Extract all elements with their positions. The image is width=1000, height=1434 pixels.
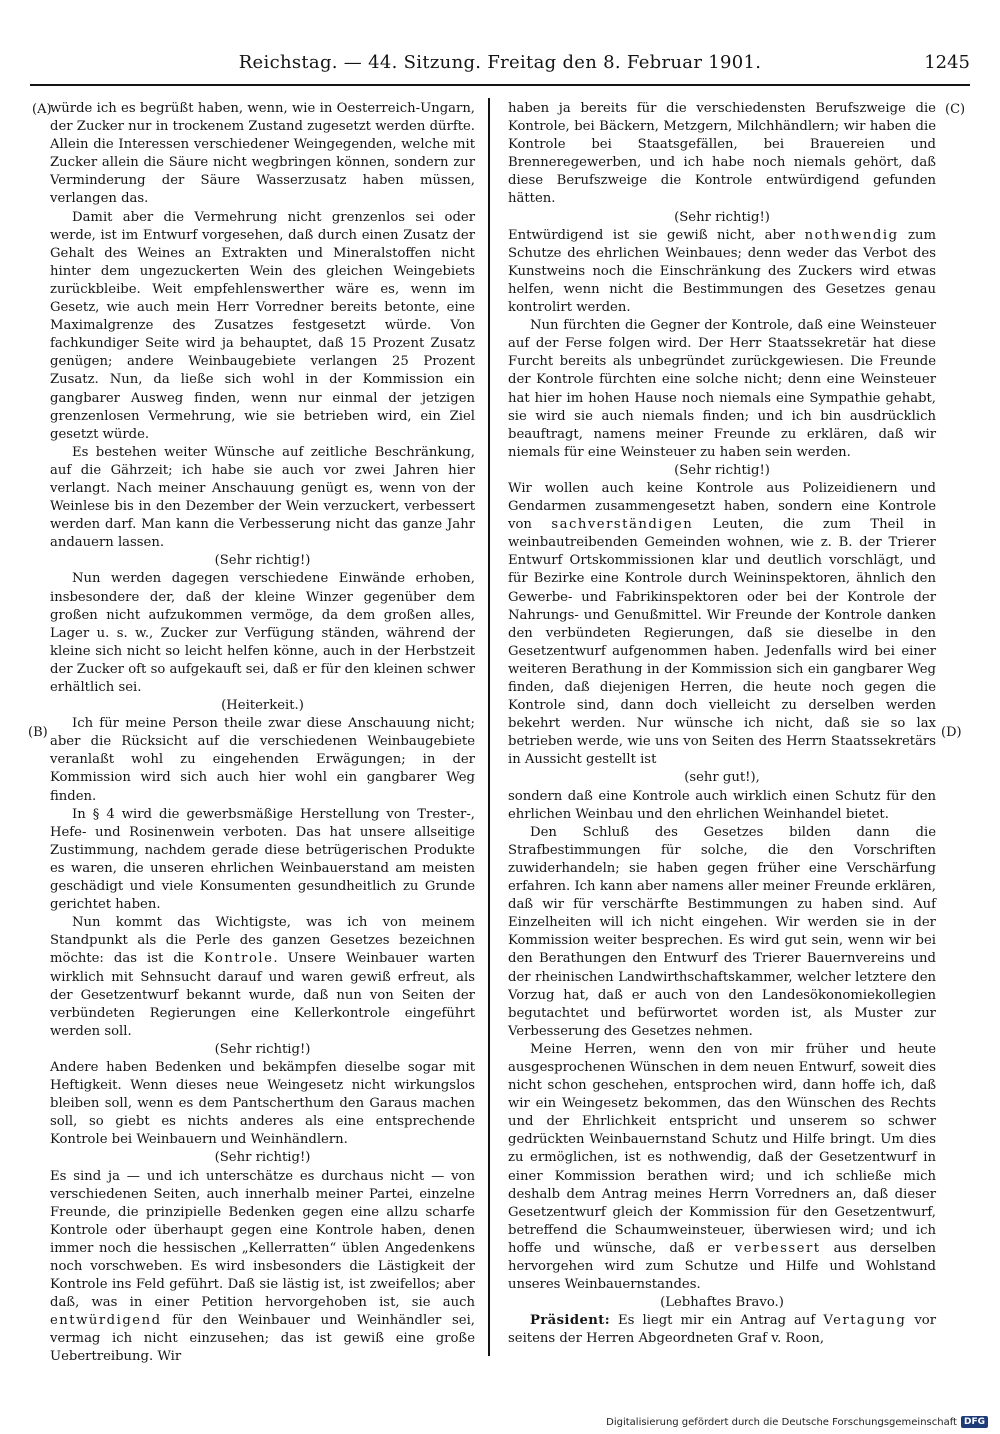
interjection: (Heiterkeit.) [221, 698, 304, 714]
emphasis: entwürdigend [50, 1313, 162, 1329]
text-run: Leuten, die zum Theil in weinbautreibenden Gemeinden wohnen, wie z. B. der Trierer Entwurf Ortskommissionen klar und deutlich vorschlägt, und für Bezirke eine Kontrole durch Weininspektoren, ähnlich den Gewerbe- und Fabrikinspektoren oder bei der Kontrole der Nahrungs- und Genußmittel. Wir Freunde der Kontrole danken den verbündeten Regierungen, daß sie dieselbe in den Gesetzentwurf aufgenommen haben. Jedenfalls wird bei einer weiteren Berathung in der Kommission sich ein gangbarer Weg finden, daß diejenigen Herren, die heute noch gegen die Kontrole sind, dann doch vielleicht zu derselben werden bekehrt werden. Nur wünsche ich nicht, daß sie so lax betrieben werde, wie uns von Seiten des Herrn Staatssekretärs in Aussicht gestellt ist [508, 517, 936, 768]
paragraph: Nun fürchten die Gegner der Kontrole, daß eine Weinsteuer auf der Ferse folgen wird. Der Herr Staatssekretär hat diese Furcht bereits als unbegründet zurückgewiesen. Die Freunde der Kontrole fürchten eine solche nicht; denn eine Weinsteuer hat hier im hohen Hause noch niemals eine Sympathie gehabt, sie wird sie auch niemals finden; und ich bin ausdrücklich beauftragt, namens meiner Freunde zu erklären, daß wir niemals für eine Weinsteuer zu haben sein werden. [508, 318, 936, 460]
interjection: (Lebhaftes Bravo.) [660, 1295, 784, 1311]
emphasis: Vertagung [823, 1313, 907, 1329]
emphasis: Kontrole [203, 951, 274, 967]
text-run: Es liegt mir ein Antrag auf [610, 1313, 824, 1329]
interjection: (Sehr richtig!) [674, 462, 770, 478]
margin-marker-c: (C) [945, 102, 966, 117]
text-run: für den Weinbauer und Weinhändler sei, vermag ich nicht einzusehen; das ist gewiß eine große Uebertreibung. Wir [50, 1313, 475, 1365]
footer-credit [606, 1416, 988, 1428]
text-run: Nun kommt das Wichtigste, was ich von meinem Standpunkt als die Perle des ganzen Gesetzes bezeichnen möchte: das ist die [50, 915, 475, 967]
paragraph: In § 4 wird die gewerbsmäßige Herstellung von Trester-, Hefe- und Rosinenwein verboten. Das hat unsere allseitige Zustimmung, nachdem gerade diese betrügerischen Produkte es waren, die unseren ehrlichen Weinbauerstand am meisten geschädigt und viele Konsumenten gesundheitlich zu Grunde gerichtet haben. [50, 806, 475, 913]
paragraph [508, 1041, 936, 1294]
column-divider [488, 98, 490, 1356]
margin-marker-b: (B) [28, 725, 48, 740]
paragraph: Damit aber die Vermehrung nicht grenzenlos sei oder werde, ist im Entwurf vorgesehen, daß durch einen Zusatz der Gehalt des Weines an Extrakten und Mineralstoffen nicht hinter dem ungezuckerten Wein des gleichen Weingebiets zurückbleibe. Weit empfehlenswerther wäre es, wenn im Gesetz, wie auch mein Herr Vorredner bereits betonte, eine Maximalgrenze des Zusatzes festgesetzt würde. Von fachkundiger Seite wird ja behauptet, daß 15 Prozent Zusatz genügen; andere Weinbaugebiete verlangen 25 Prozent Zusatz. Nun, da ließe sich wohl in der Kommission ein gangbarer Ausweg finden, wenn nur einmal der jetzigen grenzenlosen Vermehrung, wie sie betrieben wird, ein Ziel gesetzt würde. [50, 209, 475, 442]
text-run: zum Schutze des ehrlichen Weinbaues; denn weder das Verbot des Kunstweins noch die Einschränkung des Zuckers wird etwas helfen, wenn nicht die Bestimmungen des Gesetzes genau kontrolirt werden. [508, 227, 936, 316]
left-column [50, 100, 475, 1365]
margin-marker-d: (D) [941, 725, 962, 740]
paragraph: sondern daß eine Kontrole auch wirklich einen Schutz für den ehrlichen Weinbau und den ehrlichen Weinhandel bietet. [508, 788, 936, 822]
paragraph: Den Schluß des Gesetzes bilden dann die Strafbestimmungen für solche, die den Vorschriften zuwiderhandeln; sie haben gegen früher eine Verschärfung erfahren. Ich kann aber namens aller meiner Freunde erklären, daß wir für verschärfte Bestimmungen zu haben sind. Auf Einzelheiten will ich nicht eingehen. Wir werden sie in der Kommission weiter besprechen. Es wird gut sein, wenn wir bei den Berathungen den Entwurf des Trierer Bauernvereins und der rheinischen Landwirthschaftskammer, welcher letztere den Vorzug hat, daß er auch von den Landesökonomiekollegien begutachtet und befürwortet worden ist, als Muster zur Verbesserung des Gesetzes nehmen. [508, 824, 936, 1039]
paragraph [508, 480, 936, 770]
text-run: Es sind ja — und ich unterschätze es durchaus nicht — von verschiedenen Seiten, auch innerhalb meiner Partei, einzelne Freunde, die prinzipielle Bedenken gegen eine allzu scharfe Kontrole oder überhaupt gegen eine Kontrole haben, denen immer noch die hessischen „Kellerratten“ üblen Angedenkens noch vorschweben. Es wird insbesonders die Lästigkeit der Kontrole ins Feld geführt. Daß sie lästig ist, ist zweifellos; aber daß, was in einer Petition hervorgehoben ist, sie auch [50, 1168, 475, 1311]
dfg-logo: DFG [961, 1416, 988, 1428]
interjection: (Sehr richtig!) [214, 1150, 311, 1166]
paragraph [50, 914, 475, 1041]
interjection: (sehr gut!), [684, 770, 760, 786]
paragraph: Ich für meine Person theile zwar diese Anschauung nicht; aber die Rücksicht auf die verschiedenen Weinbaugebiete veranlaßt wohl zu eingehenden Erwägungen; in der Kommission wird sich auch hier wohl ein gangbarer Weg finden. [50, 716, 475, 804]
paragraph: Nun werden dagegen verschiedene Einwände erhoben, insbesondere der, daß der kleine Winzer gegenüber dem großen nicht aufzukommen vermöge, da dem großen alles, Lager u. s. w., Zucker zur Verfügung ständen, während der kleine sich nicht so leicht helfen könne, auch in der Herbstzeit der Zucker oft so aufgekauft sei, daß er für den kleinen schwer erhältlich sei. [50, 571, 475, 695]
text-run: Meine Herren, wenn den von mir früher und heute ausgesprochenen Wünschen in dem neuen Entwurf, soweit dies nicht schon geschehen, entsprochen wird, dann hoffe ich, daß wir ein Weingesetz bekommen, das den Wünschen des Rechts und der Ehrlichkeit entspricht und unserem so schwer gedrückten Weinbauernstand Schutz und Hilfe bringt. Um dies zu ermöglichen, ist es nothwendig, daß der Gesetzentwurf in einer Kommission berathen wird; und ich schließe mich deshalb dem Antrag meines Herrn Vorredners an, daß dieser Gesetzentwurf gleich der Kommission für den Gesetzentwurf, betreffend die Schaumweinsteuer, überwiesen wird; und ich hoffe und wünsche, daß er [508, 1041, 936, 1256]
text-run: Wir wollen auch keine Kontrole aus Polizeidienern und Gendarmen zusammengesetzt haben, sondern eine Kontrole von [508, 480, 936, 533]
paragraph: Andere haben Bedenken und bekämpfen dieselbe sogar mit Heftigkeit. Wenn dieses neue Weingesetz nicht wirkungslos bleiben soll, wenn es dem Pantscherthum den Garaus machen soll, so giebt es nichts anderes als eine entsprechende Kontrole bei Weinbauern und Weinhändlern. [50, 1059, 475, 1148]
margin-marker-a: (A) [32, 102, 52, 117]
paragraph: haben ja bereits für die verschiedensten Berufszweige die Kontrole, bei Bäckern, Metzgern, Milchhändlern; wir haben die Kontrole bei Staatsgefällen, bei Brauereien und Brenneregewerben, und ich habe noch niemals gehört, daß diese Berufszweige die Kontrole entwürdigend gefunden hätten. [508, 101, 936, 207]
text-run: aus derselben hervorgehen wird zum Schutze und Hilfe und Wohlstand unseres Weinbauernstandes. [508, 1240, 936, 1293]
speaker-name: Präsident: [530, 1313, 611, 1329]
paragraph [508, 1312, 936, 1348]
emphasis: nothwendig [804, 227, 899, 243]
footer-text: Digitalisierung gefördert durch die Deutsche Forschungsgemeinschaft [606, 1416, 957, 1428]
text-run: vor seitens der Herren Abgeordneten Graf v. Roon, [508, 1313, 937, 1347]
paragraph: würde ich es begrüßt haben, wenn, wie in Oesterreich-Ungarn, der Zucker nur in trockenem Zustand zugesetzt werden dürfte. Allein die Interessen verschiedener Weingegenden, welche mit Zucker allein die Säure nicht wegbringen können, sondern zur Verminderung der Säure Wasserzusatz haben müssen, verlangen das. [50, 101, 475, 207]
paragraph: Es bestehen weiter Wünsche auf zeitliche Beschränkung, auf die Gährzeit; ich habe sie auch vor zwei Jahren hier verlangt. Nach meiner Anschauung genügt es, wenn von der Weinlese bis in den Dezember der Wein verzuckert, verbessert werden darf. Man kann die Verbesserung nicht das ganze Jahr andauern lassen. [50, 444, 475, 551]
page-header [30, 46, 970, 86]
header-rule [30, 84, 970, 86]
interjection: (Sehr richtig!) [214, 1041, 311, 1057]
paragraph [50, 1168, 475, 1367]
interjection: (Sehr richtig!) [214, 553, 311, 569]
interjection: (Sehr richtig!) [674, 209, 770, 225]
page-number: 1245 [924, 52, 970, 73]
running-title: Reichstag. — 44. Sitzung. Freitag den 8. Februar 1901. [238, 52, 762, 73]
right-column [508, 100, 936, 1350]
emphasis: sachverständigen [551, 517, 694, 533]
text-run: . Unsere Weinbauer warten wirklich mit Sehnsucht darauf und waren gewiß erfreut, als der Gesetzentwurf bekannt wurde, daß nun von Seiten der verbündeten Regierungen eine Kellerkontrole eingeführt werden soll. [50, 951, 475, 1039]
text-run: Entwürdigend ist sie gewiß nicht, aber [508, 227, 805, 243]
paragraph [508, 227, 936, 317]
emphasis: verbessert [734, 1240, 821, 1256]
